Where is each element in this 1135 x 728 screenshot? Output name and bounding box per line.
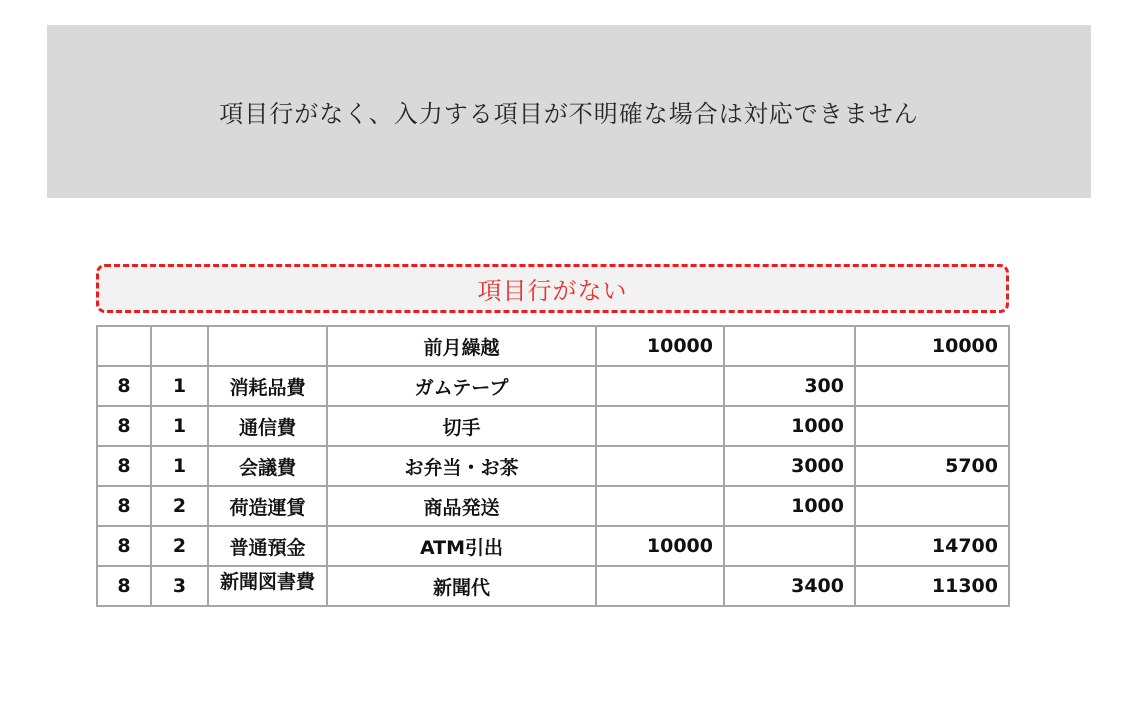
month-cell [97,326,151,366]
item-cell: 前月繰越 [327,326,596,366]
balance-cell [855,486,1009,526]
month-cell: 8 [97,566,151,606]
balance-cell: 10000 [855,326,1009,366]
balance-cell: 14700 [855,526,1009,566]
day-cell: 1 [151,406,208,446]
item-cell: 商品発送 [327,486,596,526]
missing-header-callout [96,264,1009,313]
day-cell: 2 [151,526,208,566]
notice-message: 項目行がなく、入力する項目が不明確な場合は対応できません [219,100,919,128]
month-cell: 8 [97,526,151,566]
table-row [97,446,1009,486]
notice-banner [47,25,1091,198]
expense-cell: 300 [724,366,855,406]
table-row [97,566,1009,606]
category-cell: 新聞図書費 [208,566,327,606]
expense-cell: 1000 [724,486,855,526]
income-cell [596,566,724,606]
table-row [97,406,1009,446]
expense-cell: 3400 [724,566,855,606]
day-cell [151,326,208,366]
expense-cell: 1000 [724,406,855,446]
category-cell: 会議費 [208,446,327,486]
balance-cell: 5700 [855,446,1009,486]
item-cell: お弁当・お茶 [327,446,596,486]
category-cell: 通信費 [208,406,327,446]
income-cell [596,486,724,526]
balance-cell [855,366,1009,406]
income-cell [596,406,724,446]
item-cell: ガムテープ [327,366,596,406]
expense-cell [724,326,855,366]
balance-cell: 11300 [855,566,1009,606]
income-cell [596,366,724,406]
category-cell: 普通預金 [208,526,327,566]
item-cell: ATM引出 [327,526,596,566]
category-cell: 荷造運賃 [208,486,327,526]
income-cell: 10000 [596,526,724,566]
day-cell: 1 [151,446,208,486]
table-row [97,366,1009,406]
expense-cell [724,526,855,566]
balance-cell [855,406,1009,446]
table-row [97,326,1009,366]
item-cell: 切手 [327,406,596,446]
month-cell: 8 [97,366,151,406]
item-cell: 新聞代 [327,566,596,606]
expense-cell: 3000 [724,446,855,486]
month-cell: 8 [97,406,151,446]
day-cell: 2 [151,486,208,526]
day-cell: 3 [151,566,208,606]
category-cell [208,326,327,366]
callout-label: 項目行がない [477,277,628,305]
day-cell: 1 [151,366,208,406]
income-cell: 10000 [596,326,724,366]
ledger-table [96,325,1010,607]
month-cell: 8 [97,486,151,526]
income-cell [596,446,724,486]
category-cell: 消耗品費 [208,366,327,406]
table-row [97,486,1009,526]
table-row [97,526,1009,566]
month-cell: 8 [97,446,151,486]
